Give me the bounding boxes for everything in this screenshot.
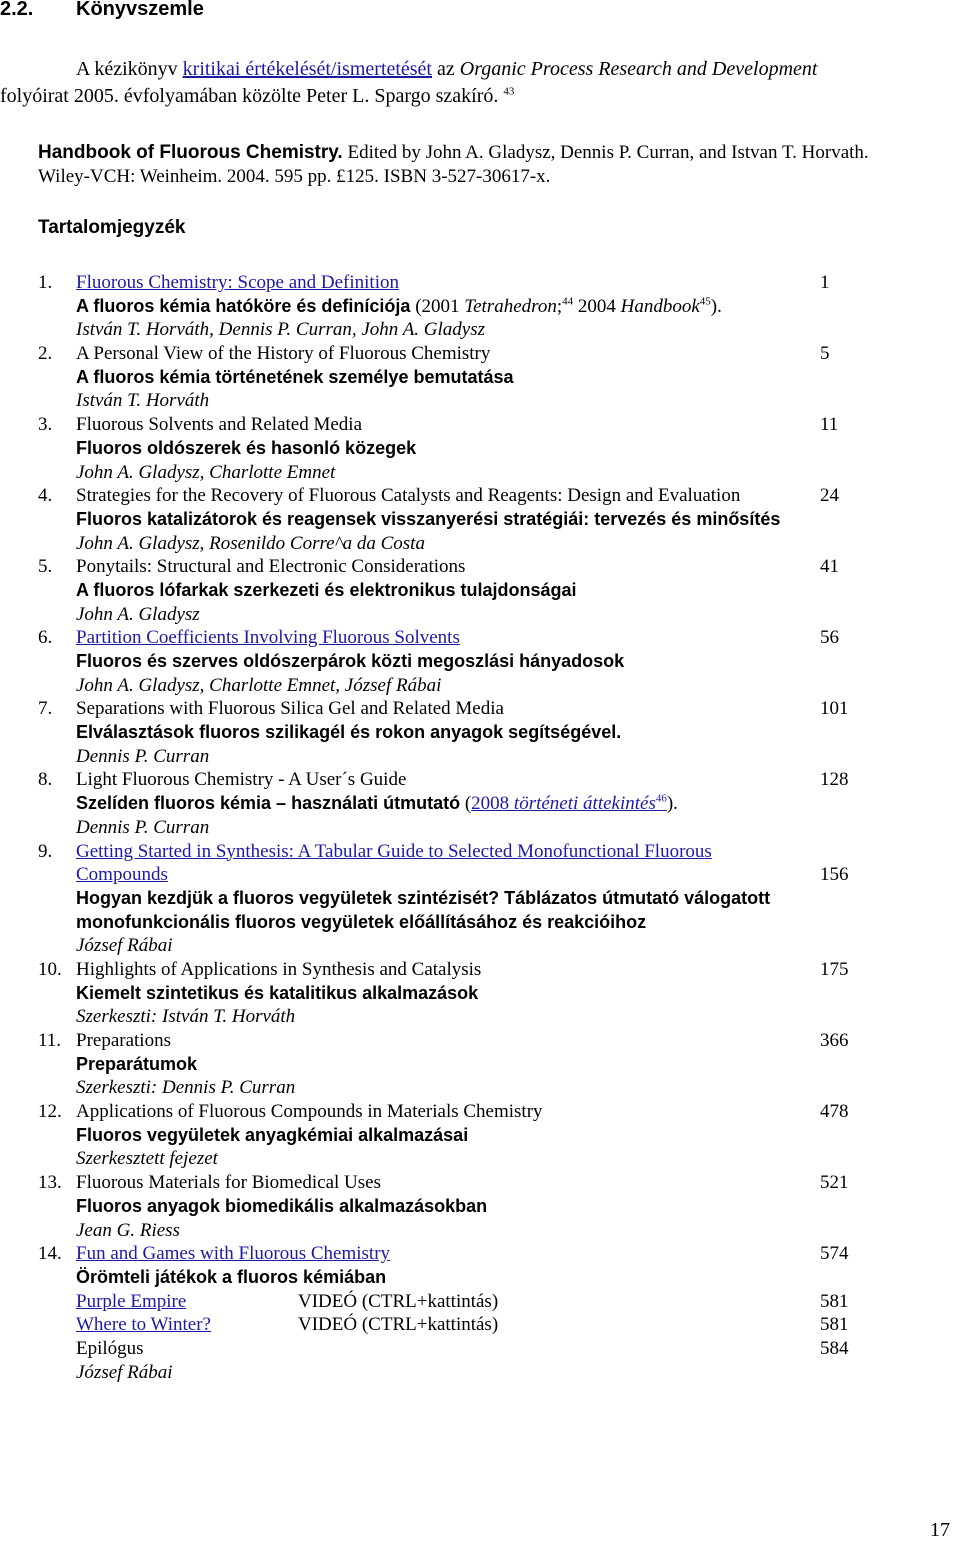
entry-title-hu: Elválasztások fluoros szilikagél és rokon anyagok segítségével. — [76, 722, 622, 743]
epilogue-title: Epilógus — [76, 1337, 144, 1359]
video-note: VIDEÓ (CTRL+kattintás) — [298, 1290, 499, 1312]
entry-page: 56 — [820, 627, 839, 649]
entry-title-link[interactable]: Getting Started in Synthesis: A Tabular Guide to Selected Monofunctional Fluorous Compounds — [76, 840, 712, 886]
entry-page: 11 — [820, 414, 839, 436]
section-heading — [0, 0, 204, 22]
entry-authors: István T. Horváth — [76, 390, 210, 412]
book-publisher: Wiley-VCH: Weinheim. 2004. 595 pp. £125. ISBN 3-527-30617-x. — [38, 166, 551, 187]
entry-page: 366 — [820, 1030, 849, 1052]
entry-authors: Dennis P. Curran — [76, 745, 210, 767]
entry-number: 6. — [38, 627, 53, 649]
history-link[interactable] — [471, 793, 667, 814]
entry-page: 24 — [820, 485, 839, 507]
entry-number: 10. — [38, 958, 62, 980]
entry-title: Light Fluorous Chemistry - A User´s Guide — [76, 769, 407, 791]
entry-number: 2. — [38, 343, 53, 365]
entry-page: 1 — [820, 272, 830, 293]
entry-authors: István T. Horváth, Dennis P. Curran, John A. Gladysz — [76, 319, 486, 341]
history-link-year: 2008 — [471, 793, 514, 815]
footnote-ref[interactable]: 45 — [699, 295, 711, 308]
toc-entry — [0, 1171, 960, 1242]
video-link-where-to-winter[interactable]: Where to Winter? — [76, 1314, 211, 1336]
entry-number: 4. — [38, 485, 53, 507]
entry-title: Applications of Fluorous Compounds in Materials Chemistry — [76, 1101, 543, 1123]
entry-authors: John A. Gladysz — [76, 603, 200, 625]
history-link-text: történeti áttekintés — [513, 793, 656, 815]
toc-entry — [0, 1100, 960, 1171]
entry-page: 5 — [820, 343, 830, 365]
toc-entry — [0, 768, 960, 839]
entry-title: Separations with Fluorous Silica Gel and Related Media — [76, 698, 504, 720]
citation-text: ( — [460, 793, 472, 815]
entry-page: 101 — [820, 698, 849, 720]
entry-number: 7. — [38, 698, 53, 720]
epilogue-row — [0, 1337, 960, 1361]
entry-authors: Szerkesztett fejezet — [76, 1148, 218, 1170]
entry-page: 478 — [820, 1101, 849, 1123]
video-row — [0, 1313, 960, 1337]
entry-title-hu: Fluoros vegyületek anyagkémiai alkalmazásai — [76, 1124, 469, 1145]
entry-authors: József Rábai — [76, 935, 173, 957]
intro-text-2: az — [432, 58, 460, 80]
entry-number: 9. — [38, 840, 53, 862]
footnote-ref[interactable]: 44 — [562, 295, 574, 308]
entry-authors: John A. Gladysz, Charlotte Emnet — [76, 461, 336, 483]
entry-number: 12. — [38, 1101, 62, 1123]
toc-entry — [0, 484, 960, 555]
citation-text: ). — [666, 793, 678, 815]
entry-title-hu: Fluoros és szerves oldószerpárok közti megoszlási hányadosok — [76, 651, 625, 671]
table-of-contents — [0, 271, 960, 1384]
citation-handbook: Handbook — [620, 295, 700, 317]
entry-page: 156 — [820, 864, 849, 886]
entry-page: 574 — [820, 1243, 849, 1265]
entry-authors: Szerkeszti: István T. Horváth — [76, 1006, 296, 1028]
entry-authors: John A. Gladysz, Rosenildo Corre^a da Costa — [76, 532, 425, 554]
toc-title: Tartalomjegyzék — [38, 217, 186, 238]
entry-page: 41 — [820, 556, 839, 578]
entry-title: Fluorous Materials for Biomedical Uses — [76, 1172, 382, 1194]
entry-title: Ponytails: Structural and Electronic Considerations — [76, 556, 466, 578]
entry-number: 14. — [38, 1243, 62, 1265]
toc-entry — [0, 413, 960, 484]
intro-paragraph — [0, 56, 960, 110]
entry-title-hu: Szelíden fluoros kémia – használati útmutató — [76, 793, 461, 814]
entry-authors: John A. Gladysz, Charlotte Emnet, József Rábai — [76, 674, 442, 696]
entry-number: 8. — [38, 769, 53, 791]
entry-authors: Dennis P. Curran — [76, 816, 210, 838]
entry-page: 521 — [820, 1172, 849, 1194]
video-note: VIDEÓ (CTRL+kattintás) — [298, 1314, 499, 1336]
section-title: Könyvszemle — [76, 0, 204, 20]
entry-title: A Personal View of the History of Fluorous Chemistry — [76, 343, 491, 365]
toc-entry — [0, 697, 960, 768]
entry-authors: Szerkeszti: Dennis P. Curran — [76, 1077, 296, 1099]
toc-entry — [0, 555, 960, 626]
intro-text-3: folyóirat 2005. évfolyamában közölte Peter L. Spargo szakíró. — [0, 85, 499, 107]
entry-title-link[interactable]: Fun and Games with Fluorous Chemistry — [76, 1243, 391, 1265]
toc-entry — [0, 342, 960, 413]
entry-title-hu: A fluoros kémia történetének személye bemutatása — [76, 366, 514, 387]
entry-title-hu: Kiemelt szintetikus és katalitikus alkalmazások — [76, 982, 479, 1003]
citation-text: 2004 — [573, 295, 621, 317]
toc-entry — [0, 626, 960, 697]
entry-title-hu: Preparátumok — [76, 1053, 198, 1074]
video-row — [0, 1290, 960, 1314]
toc-entry: 1. Fluorous Chemistry: Scope and Definition 1 A fluoros kémia hatóköre és definíciója (2001 Tetrahedron;$^{44}$ 2004 Handbook$^{45}$). István T. Horváth, Dennis P. Curran, John A. Gladysz — [38, 272, 830, 341]
citation-text: (2001 — [410, 295, 465, 317]
entry-title-hu: Hogyan kezdjük a fluoros vegyületek szintézisét? Táblázatos útmutató válogatott monofunkcionális fluoros vegyületek előállításához és reakcióihoz — [76, 887, 771, 932]
intro-text-1: A kézikönyv — [76, 58, 183, 80]
entry-title: Preparations — [76, 1030, 171, 1052]
toc-entry — [0, 1029, 960, 1100]
footnote-ref: 46 — [655, 792, 667, 805]
book-citation — [38, 141, 958, 189]
book-title: Handbook of Fluorous Chemistry. — [38, 142, 343, 163]
video-link-purple-empire[interactable]: Purple Empire — [76, 1290, 187, 1312]
citation-journal: Tetrahedron — [464, 295, 557, 317]
toc-entry — [0, 840, 960, 958]
entry-authors: Jean G. Riess — [76, 1219, 180, 1241]
entry-title-link[interactable]: Fluorous Chemistry: Scope and Definition — [76, 272, 399, 293]
journal-name: Organic Process Research and Development — [459, 58, 818, 80]
toc-entry — [0, 1242, 960, 1289]
entry-title: Strategies for the Recovery of Fluorous Catalysts and Reagents: Design and Evaluation — [76, 485, 741, 507]
page-number: 17 — [930, 1519, 950, 1541]
entry-title-link[interactable]: Partition Coefficients Involving Fluorous Solvents — [76, 627, 460, 649]
entry-title-hu: A fluoros lófarkak szerkezeti és elektronikus tulajdonságai — [76, 579, 577, 600]
entry-number: 1. — [38, 272, 53, 293]
entry-title-hu: Örömteli játékok a fluoros kémiában — [76, 1266, 387, 1287]
epilogue-author: József Rábai — [76, 1361, 173, 1383]
entry-page: 175 — [820, 958, 849, 980]
entry-page: 581 — [820, 1314, 849, 1336]
book-editors: Edited by John A. Gladysz, Dennis P. Curran, and Istvan T. Horvath. — [342, 142, 869, 163]
entry-title-hu: Fluoros oldószerek és hasonló közegek — [76, 437, 417, 458]
entry-title: Fluorous Solvents and Related Media — [76, 414, 363, 436]
toc-entry — [0, 958, 960, 1029]
footnote-ref[interactable]: 43 — [503, 85, 515, 98]
section-number: 2.2. — [0, 0, 34, 20]
review-link[interactable]: kritikai értékelését/ismertetését — [182, 58, 432, 80]
entry-title-hu: Fluoros katalizátorok és reagensek visszanyerési stratégiái: tervezés és minősítés — [76, 508, 781, 529]
citation-text: ). — [710, 295, 722, 317]
entry-title-hu: A fluoros kémia hatóköre és definíciója — [76, 295, 411, 316]
entry-title: Highlights of Applications in Synthesis and Catalysis — [76, 958, 482, 980]
entry-number: 13. — [38, 1172, 62, 1194]
entry-number: 5. — [38, 556, 53, 578]
entry-page: 128 — [820, 769, 849, 791]
entry-number: 3. — [38, 414, 53, 436]
entry-title-hu: Fluoros anyagok biomedikális alkalmazásokban — [76, 1195, 488, 1216]
entry-number: 11. — [38, 1030, 62, 1052]
entry-page: 584 — [820, 1337, 849, 1359]
entry-page: 581 — [820, 1290, 849, 1312]
